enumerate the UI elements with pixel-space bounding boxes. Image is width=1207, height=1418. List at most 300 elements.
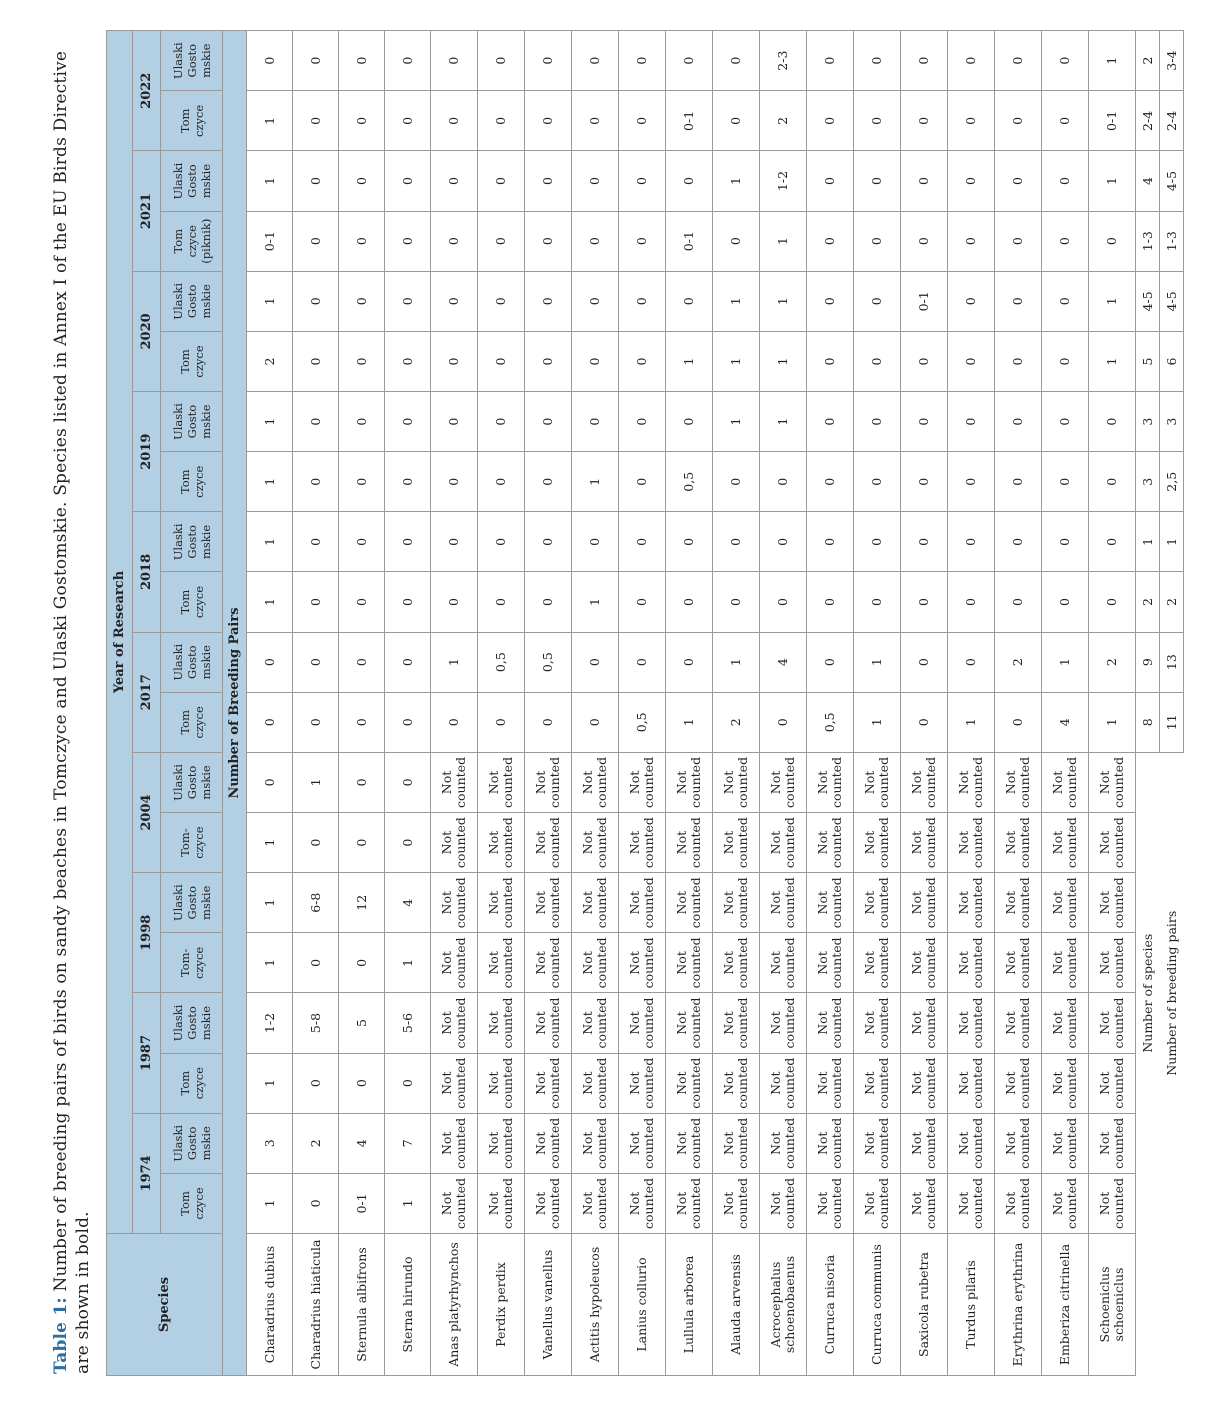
count-cell: Not counted <box>995 752 1042 812</box>
count-cell: Not counted <box>854 1113 901 1173</box>
count-cell: 0 <box>431 572 478 632</box>
count-cell: 0 <box>854 392 901 452</box>
count-cell: 1 <box>385 933 431 993</box>
count-cell: 0 <box>901 31 948 91</box>
count-cell: 0 <box>385 211 431 271</box>
count-cell: 0 <box>478 452 525 512</box>
count-cell: 0-1 <box>339 1173 385 1233</box>
count-cell: 0 <box>901 632 948 692</box>
count-cell: 0 <box>995 31 1042 91</box>
count-cell: Not counted <box>1089 933 1136 993</box>
count-cell: 0 <box>995 331 1042 391</box>
count-cell: Not counted <box>572 752 619 812</box>
count-cell: Not counted <box>572 1173 619 1233</box>
count-cell: Not counted <box>525 873 572 933</box>
site-header: Ulaski Gosto mskie <box>161 151 223 211</box>
species-name: Perdix perdix <box>478 1234 525 1376</box>
count-cell: 0 <box>293 331 339 391</box>
count-cell: 0,5 <box>807 692 854 752</box>
count-cell: 0 <box>948 151 995 211</box>
count-cell: 0-1 <box>1089 91 1136 151</box>
count-cell: 0-1 <box>666 211 713 271</box>
count-cell: Not counted <box>478 813 525 873</box>
count-cell: Not counted <box>619 813 666 873</box>
count-cell: 0 <box>293 813 339 873</box>
count-cell: 0 <box>995 211 1042 271</box>
count-cell: Not counted <box>431 752 478 812</box>
count-cell: 0 <box>854 572 901 632</box>
count-cell: 0 <box>525 151 572 211</box>
count-cell: 0 <box>807 632 854 692</box>
count-cell: Not counted <box>995 993 1042 1053</box>
count-cell: 0 <box>293 572 339 632</box>
count-cell: 0 <box>666 632 713 692</box>
count-cell: Not counted <box>760 752 807 812</box>
count-cell: Not counted <box>807 993 854 1053</box>
summary-cell: 1 <box>1160 512 1184 572</box>
count-cell: Not counted <box>478 933 525 993</box>
summary-cell: 2 <box>1136 31 1160 91</box>
summary-cell: 2 <box>1136 572 1160 632</box>
count-cell: 2 <box>713 692 760 752</box>
count-cell: 1 <box>247 91 293 151</box>
summary-label: Number of breeding pairs <box>1163 910 1179 1076</box>
count-cell: 1 <box>247 813 293 873</box>
count-cell: 0 <box>619 151 666 211</box>
count-cell: 0 <box>385 572 431 632</box>
count-cell: 0 <box>1042 392 1089 452</box>
count-cell: 0 <box>293 512 339 572</box>
count-cell: 0 <box>293 31 339 91</box>
count-cell: 0 <box>807 331 854 391</box>
count-cell: 0 <box>572 331 619 391</box>
count-cell: Not counted <box>807 813 854 873</box>
table-row <box>901 31 948 1376</box>
summary-cell: 2-4 <box>1160 91 1184 151</box>
count-cell: Not counted <box>854 1053 901 1113</box>
count-cell: 0 <box>431 31 478 91</box>
count-cell: 1 <box>1089 151 1136 211</box>
count-cell: 2 <box>247 331 293 391</box>
site-header: Tom czyce (piknik) <box>161 211 223 271</box>
count-cell: 0 <box>572 91 619 151</box>
year-1998: 1998 <box>133 873 161 993</box>
site-header: Tom czyce <box>161 692 223 752</box>
count-cell: 0 <box>385 632 431 692</box>
summary-cell: 2-4 <box>1136 91 1160 151</box>
count-cell: Not counted <box>525 1113 572 1173</box>
count-cell: 0 <box>385 813 431 873</box>
count-cell: 0 <box>901 91 948 151</box>
count-cell: Not counted <box>760 1173 807 1233</box>
count-cell: Not counted <box>901 993 948 1053</box>
site-header: Ulaski Gosto mskie <box>161 752 223 812</box>
count-cell: 0 <box>478 512 525 572</box>
count-cell: 0 <box>901 331 948 391</box>
count-cell: 0 <box>1089 452 1136 512</box>
count-cell: 0 <box>339 452 385 512</box>
count-cell: Not counted <box>619 993 666 1053</box>
count-cell: Not counted <box>948 752 995 812</box>
count-cell: Not counted <box>760 873 807 933</box>
count-cell: 1 <box>713 331 760 391</box>
count-cell: Not counted <box>713 1053 760 1113</box>
count-cell: Not counted <box>478 1053 525 1113</box>
count-cell: Not counted <box>854 752 901 812</box>
count-cell: 0 <box>948 91 995 151</box>
count-cell: 0 <box>854 512 901 572</box>
count-cell: 0 <box>339 752 385 812</box>
count-cell: 0 <box>339 632 385 692</box>
count-cell: 4 <box>1042 692 1089 752</box>
species-name: Charadrius dubius <box>247 1234 293 1376</box>
count-cell: Not counted <box>1042 993 1089 1053</box>
count-cell: 0 <box>385 1053 431 1113</box>
count-cell: Not counted <box>525 752 572 812</box>
count-cell: Not counted <box>619 933 666 993</box>
count-cell: 1 <box>1089 31 1136 91</box>
site-header: Ulaski Gosto mskie <box>161 31 223 91</box>
count-cell: 0 <box>948 512 995 572</box>
count-cell: 0 <box>807 512 854 572</box>
table-row <box>293 31 339 1376</box>
count-cell: Not counted <box>572 813 619 873</box>
table-row <box>760 31 807 1376</box>
count-cell: 0 <box>807 271 854 331</box>
count-cell: 0 <box>293 1173 339 1233</box>
count-cell: 0 <box>431 271 478 331</box>
count-cell: 0 <box>431 392 478 452</box>
count-cell: 0 <box>901 692 948 752</box>
count-cell: 0 <box>525 692 572 752</box>
count-cell: 0 <box>948 331 995 391</box>
site-header: Ulaski Gosto mskie <box>161 873 223 933</box>
count-cell: 0 <box>760 512 807 572</box>
count-cell: 0 <box>431 512 478 572</box>
count-cell: 1 <box>385 1173 431 1233</box>
summary-cell: 1 <box>1136 512 1160 572</box>
table-row <box>713 31 760 1376</box>
count-cell: 0 <box>293 211 339 271</box>
count-cell: Not counted <box>713 1113 760 1173</box>
count-cell: 0 <box>666 512 713 572</box>
count-cell: 1 <box>247 933 293 993</box>
count-cell: Not counted <box>713 1173 760 1233</box>
count-cell: 1 <box>247 572 293 632</box>
count-cell: 1 <box>1089 331 1136 391</box>
count-cell: 1 <box>760 271 807 331</box>
count-cell: 0 <box>525 271 572 331</box>
count-cell: 1 <box>854 632 901 692</box>
count-cell: 0 <box>385 31 431 91</box>
breeding-pairs-subheader: Number of Breeding Pairs <box>223 31 247 1376</box>
count-cell: Not counted <box>478 1173 525 1233</box>
count-cell: 7 <box>385 1113 431 1173</box>
count-cell: Not counted <box>1042 933 1089 993</box>
count-cell: 1 <box>713 392 760 452</box>
count-cell: 0 <box>760 692 807 752</box>
count-cell: 1 <box>1089 692 1136 752</box>
count-cell: 0 <box>995 271 1042 331</box>
count-cell: 2 <box>293 1113 339 1173</box>
count-cell: 0 <box>339 933 385 993</box>
site-header: Tom czyce <box>161 1053 223 1113</box>
count-cell: Not counted <box>666 813 713 873</box>
count-cell: Not counted <box>1089 752 1136 812</box>
count-cell: 0 <box>572 211 619 271</box>
count-cell: 0 <box>478 31 525 91</box>
count-cell: Not counted <box>572 873 619 933</box>
species-name: Sterna hirundo <box>385 1234 431 1376</box>
count-cell: 0-1 <box>901 271 948 331</box>
count-cell: 0 <box>525 31 572 91</box>
count-cell: 0 <box>431 211 478 271</box>
count-cell: 0 <box>478 211 525 271</box>
count-cell: 1 <box>760 211 807 271</box>
species-name: Vanellus vanellus <box>525 1234 572 1376</box>
count-cell: 1 <box>713 271 760 331</box>
count-cell: Not counted <box>807 933 854 993</box>
count-cell: Not counted <box>572 1113 619 1173</box>
count-cell: 0 <box>339 31 385 91</box>
summary-cell: 9 <box>1136 632 1160 692</box>
summary-cell: 8 <box>1136 692 1160 752</box>
count-cell: Not counted <box>619 752 666 812</box>
count-cell: 0 <box>1089 392 1136 452</box>
count-cell: 0 <box>293 632 339 692</box>
count-cell: 5-6 <box>385 993 431 1053</box>
count-cell: 0 <box>339 692 385 752</box>
count-cell: Not counted <box>525 813 572 873</box>
year-2022: 2022 <box>133 31 161 151</box>
site-header: Ulaski Gosto mskie <box>161 1113 223 1173</box>
count-cell: 0 <box>666 572 713 632</box>
count-cell: 0 <box>525 91 572 151</box>
count-cell: 0 <box>619 512 666 572</box>
count-cell: Not counted <box>666 873 713 933</box>
count-cell: 0 <box>431 692 478 752</box>
count-cell: 0 <box>948 572 995 632</box>
species-name: Lanius collurio <box>619 1234 666 1376</box>
count-cell: 0,5 <box>666 452 713 512</box>
count-cell: 0 <box>807 452 854 512</box>
table-row <box>619 31 666 1376</box>
count-cell: 0 <box>525 512 572 572</box>
table-row <box>339 31 385 1376</box>
count-cell: 0 <box>247 632 293 692</box>
count-cell: Not counted <box>1089 1053 1136 1113</box>
count-cell: 0 <box>807 31 854 91</box>
site-header: Tom czyce <box>161 1173 223 1233</box>
count-cell: Not counted <box>666 1053 713 1113</box>
site-header: Ulaski Gosto mskie <box>161 392 223 452</box>
count-cell: 0 <box>431 452 478 512</box>
count-cell: 0 <box>339 512 385 572</box>
count-cell: 0 <box>807 211 854 271</box>
count-cell: 0 <box>1042 331 1089 391</box>
summary-cell: 4-5 <box>1160 151 1184 211</box>
count-cell: 0 <box>431 331 478 391</box>
count-cell: Not counted <box>431 1053 478 1113</box>
table-caption <box>50 34 94 1374</box>
count-cell: 1 <box>572 452 619 512</box>
count-cell: Not counted <box>619 1173 666 1233</box>
site-header: Tom czyce <box>161 91 223 151</box>
count-cell: 0 <box>901 211 948 271</box>
summary-cell: 2,5 <box>1160 452 1184 512</box>
count-cell: 1 <box>431 632 478 692</box>
count-cell: 5-8 <box>293 993 339 1053</box>
count-cell: Not counted <box>948 1173 995 1233</box>
count-cell: 2 <box>1089 632 1136 692</box>
count-cell: Not counted <box>1042 873 1089 933</box>
count-cell: 0 <box>901 452 948 512</box>
count-cell: 2 <box>760 91 807 151</box>
table-row <box>948 31 995 1376</box>
count-cell: Not counted <box>948 813 995 873</box>
count-cell: 0 <box>948 211 995 271</box>
count-cell: 0 <box>854 271 901 331</box>
count-cell: Not counted <box>713 873 760 933</box>
count-cell: 0 <box>572 151 619 211</box>
count-cell: Not counted <box>478 873 525 933</box>
summary-cell: 5 <box>1136 331 1160 391</box>
count-cell: 0 <box>760 572 807 632</box>
summary-cell: 4-5 <box>1160 271 1184 331</box>
count-cell: Not counted <box>948 993 995 1053</box>
count-cell: 0 <box>713 31 760 91</box>
count-cell: 0,5 <box>478 632 525 692</box>
count-cell: 0 <box>385 91 431 151</box>
count-cell: Not counted <box>431 1173 478 1233</box>
count-cell: Not counted <box>1042 752 1089 812</box>
count-cell: Not counted <box>713 752 760 812</box>
species-name: Turdus pilaris <box>948 1234 995 1376</box>
count-cell: 1 <box>247 1173 293 1233</box>
count-cell: Not counted <box>525 1173 572 1233</box>
count-cell: Not counted <box>525 993 572 1053</box>
count-cell: Not counted <box>1089 993 1136 1053</box>
count-cell: Not counted <box>431 993 478 1053</box>
count-cell: Not counted <box>1042 1053 1089 1113</box>
count-cell: Not counted <box>901 873 948 933</box>
species-name: Acrocephalus schoenobaenus <box>760 1234 807 1376</box>
count-cell: 1 <box>293 752 339 812</box>
site-header: Tom czyce <box>161 452 223 512</box>
count-cell: 0 <box>948 31 995 91</box>
count-cell: Not counted <box>572 933 619 993</box>
count-cell: 0 <box>478 271 525 331</box>
count-cell: 1 <box>572 572 619 632</box>
count-cell: 0 <box>1042 31 1089 91</box>
count-cell: 0 <box>995 392 1042 452</box>
table-row <box>807 31 854 1376</box>
count-cell: Not counted <box>713 993 760 1053</box>
count-cell: 1 <box>1042 632 1089 692</box>
table-row <box>478 31 525 1376</box>
count-cell: Not counted <box>901 1173 948 1233</box>
count-cell: Not counted <box>1089 813 1136 873</box>
count-cell: 4 <box>339 1113 385 1173</box>
count-cell: Not counted <box>619 1113 666 1173</box>
count-cell: 1 <box>760 331 807 391</box>
count-cell: 0 <box>339 572 385 632</box>
count-cell: Not counted <box>666 1173 713 1233</box>
count-cell: 1-2 <box>247 993 293 1053</box>
count-cell: 1 <box>247 392 293 452</box>
species-name: Lullula arborea <box>666 1234 713 1376</box>
summary-cell: 3 <box>1160 392 1184 452</box>
count-cell: 0 <box>572 392 619 452</box>
count-cell: 0 <box>713 512 760 572</box>
count-cell: 0 <box>1042 572 1089 632</box>
site-header: Ulaski Gosto mskie <box>161 632 223 692</box>
count-cell: 0 <box>901 392 948 452</box>
count-cell: 0 <box>385 392 431 452</box>
count-cell: 1 <box>760 392 807 452</box>
count-cell: Not counted <box>995 1173 1042 1233</box>
table-row <box>1042 31 1089 1376</box>
count-cell: 0 <box>431 91 478 151</box>
table-body <box>247 31 1184 1376</box>
table-row <box>525 31 572 1376</box>
count-cell: Not counted <box>948 1113 995 1173</box>
summary-cell: 2 <box>1160 572 1184 632</box>
count-cell: 1 <box>247 271 293 331</box>
summary-cell: 4-5 <box>1136 271 1160 331</box>
count-cell: 4 <box>385 873 431 933</box>
year-2020: 2020 <box>133 271 161 391</box>
site-header: Tom- czyce <box>161 933 223 993</box>
count-cell: 0 <box>293 271 339 331</box>
species-name: Actitis hypoleucos <box>572 1234 619 1376</box>
summary-cell: 11 <box>1160 692 1184 752</box>
year-2004: 2004 <box>133 752 161 872</box>
count-cell: 0 <box>385 331 431 391</box>
count-cell: Not counted <box>901 933 948 993</box>
count-cell: 0 <box>572 512 619 572</box>
count-cell: 0 <box>619 632 666 692</box>
site-header: Ulaski Gosto mskie <box>161 993 223 1053</box>
count-cell: Not counted <box>478 752 525 812</box>
count-cell: 0 <box>854 211 901 271</box>
count-cell: Not counted <box>854 993 901 1053</box>
count-cell: Not counted <box>1089 1113 1136 1173</box>
count-cell: Not counted <box>713 933 760 993</box>
summary-cell: 1-3 <box>1136 211 1160 271</box>
count-cell: Not counted <box>619 873 666 933</box>
count-cell: Not counted <box>854 813 901 873</box>
count-cell: 0 <box>619 392 666 452</box>
count-cell: 0 <box>478 572 525 632</box>
count-cell: 0 <box>1042 512 1089 572</box>
count-cell: 1 <box>247 452 293 512</box>
table-row <box>1089 31 1136 1376</box>
count-cell: 0 <box>339 151 385 211</box>
count-cell: 0 <box>807 572 854 632</box>
count-cell: 0 <box>1042 211 1089 271</box>
summary-cell: 3-4 <box>1160 31 1184 91</box>
count-cell: 0 <box>293 91 339 151</box>
count-cell: Not counted <box>807 752 854 812</box>
count-cell: Not counted <box>854 1173 901 1233</box>
count-cell: 0 <box>666 271 713 331</box>
breeding-pairs-table <box>106 30 1184 1376</box>
count-cell: 0 <box>854 151 901 211</box>
count-cell: 2-3 <box>760 31 807 91</box>
count-cell: 0 <box>666 392 713 452</box>
count-cell: 0 <box>619 31 666 91</box>
